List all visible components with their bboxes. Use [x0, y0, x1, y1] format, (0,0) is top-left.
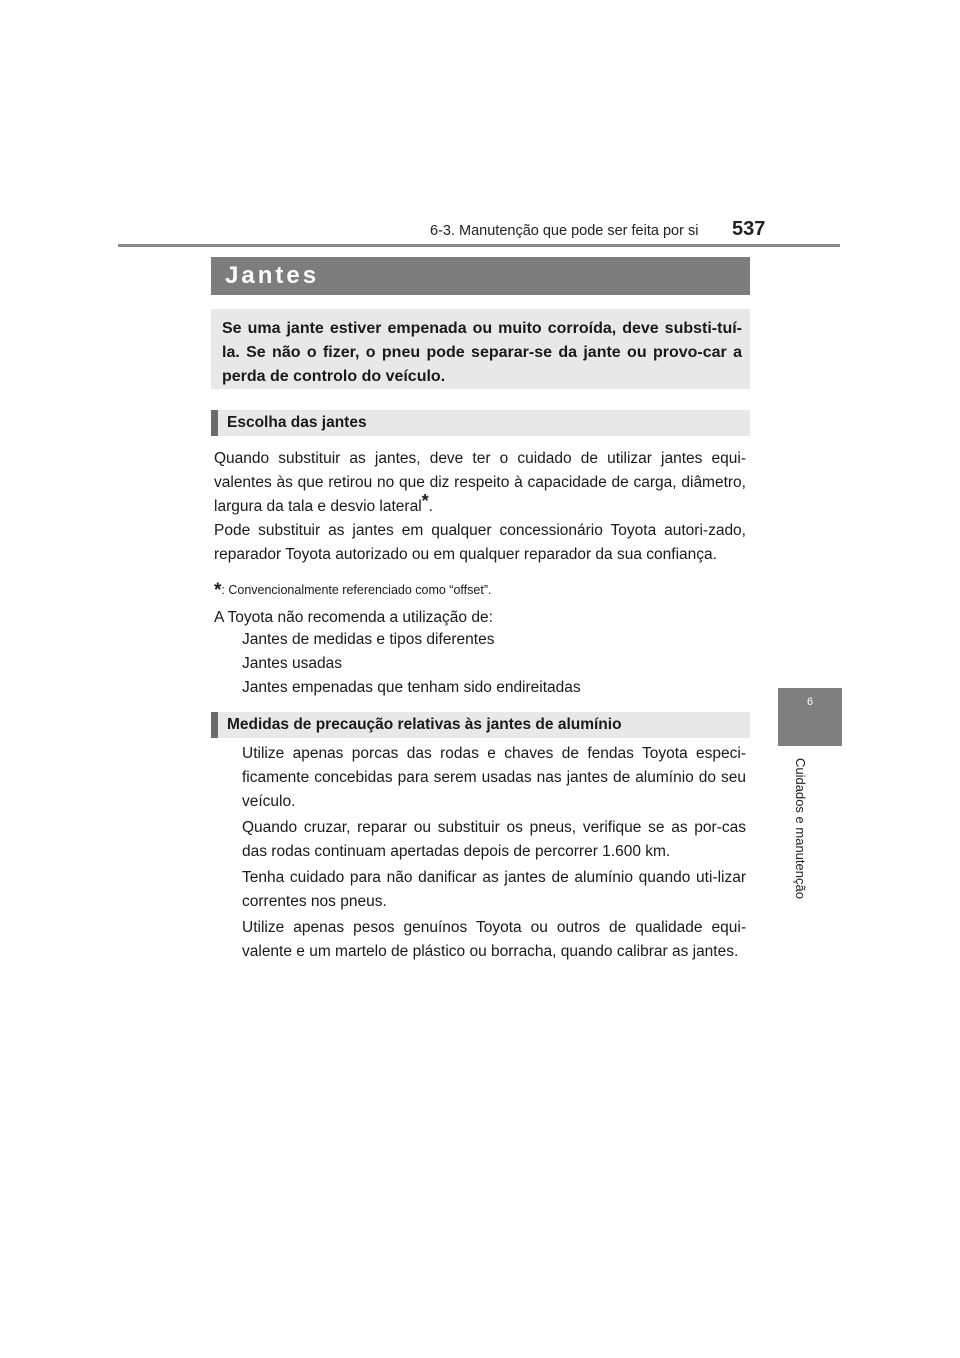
- footnote-text: : Convencionalmente referenciado como “offset”.: [221, 583, 492, 597]
- section-heading-text: Medidas de precaução relativas às jantes de alumínio: [227, 716, 622, 733]
- chapter-title: Cuidados e manutenção: [793, 758, 808, 899]
- asterisk-marker: *: [421, 491, 429, 511]
- header-rule: [118, 244, 840, 247]
- section1-paragraph-1-text: Quando substituir as jantes, deve ter o cuidado de utilizar jantes equi-valentes às que retirou no que diz respeito à capacidade de carga, diâmetro, largura da tala e desvio lateral: [214, 450, 746, 515]
- chapter-number: 6: [806, 696, 814, 708]
- not-recommended-intro: A Toyota não recomenda a utilização de:: [214, 609, 493, 626]
- not-recommended-list: [242, 628, 746, 700]
- header-section-title: 6-3. Manutenção que pode ser feita por si: [430, 223, 699, 239]
- section1-body: [214, 447, 746, 567]
- list-item: Jantes usadas: [242, 655, 342, 672]
- page-title: Jantes: [225, 262, 320, 289]
- footnote-asterisk: *: [214, 580, 222, 601]
- section-heading-bar: [211, 712, 218, 738]
- list-item: Tenha cuidado para não danificar as jantes de alumínio quando uti-lizar correntes nos pneus.: [242, 869, 746, 910]
- section-heading-aluminium: [211, 712, 750, 738]
- list-item: Quando cruzar, reparar ou substituir os pneus, verifique se as por-cas das rodas continuam apertadas depois de percorrer 1.600 km.: [242, 819, 746, 860]
- chapter-tab: [778, 688, 842, 746]
- section-heading-text: Escolha das jantes: [227, 414, 367, 431]
- page-number: 537: [732, 218, 766, 240]
- list-item: Jantes de medidas e tipos diferentes: [242, 631, 495, 648]
- section1-paragraph-1: [214, 447, 746, 519]
- section1-paragraph-1-end: .: [428, 498, 433, 515]
- section1-paragraph-2: Pode substituir as jantes em qualquer concessionário Toyota autori-zado, reparador Toyota autorizado ou em qualquer reparador da sua confiança.: [214, 522, 746, 563]
- list-item: Utilize apenas porcas das rodas e chaves de fendas Toyota especi-ficamente concebidas para serem usadas nas jantes de alumínio do seu veículo.: [242, 745, 746, 810]
- section-heading-choice: [211, 410, 750, 436]
- footnote: [214, 580, 746, 602]
- list-item: Utilize apenas pesos genuínos Toyota ou outros de qualidade equi-valente e um martelo de plástico ou borracha, quando calibrar as jantes.: [242, 919, 746, 960]
- section-heading-bar: [211, 410, 218, 436]
- intro-text: Se uma jante estiver empenada ou muito corroída, deve substi-tuí-la. Se não o fizer, o pneu pode separar-se da jante ou provo-car a perda de controlo do veículo.: [222, 320, 742, 385]
- aluminium-precautions-list: [242, 742, 746, 966]
- list-item: Jantes empenadas que tenham sido endireitadas: [242, 679, 581, 696]
- intro-box: [211, 309, 750, 389]
- page-title-bar: [211, 257, 750, 295]
